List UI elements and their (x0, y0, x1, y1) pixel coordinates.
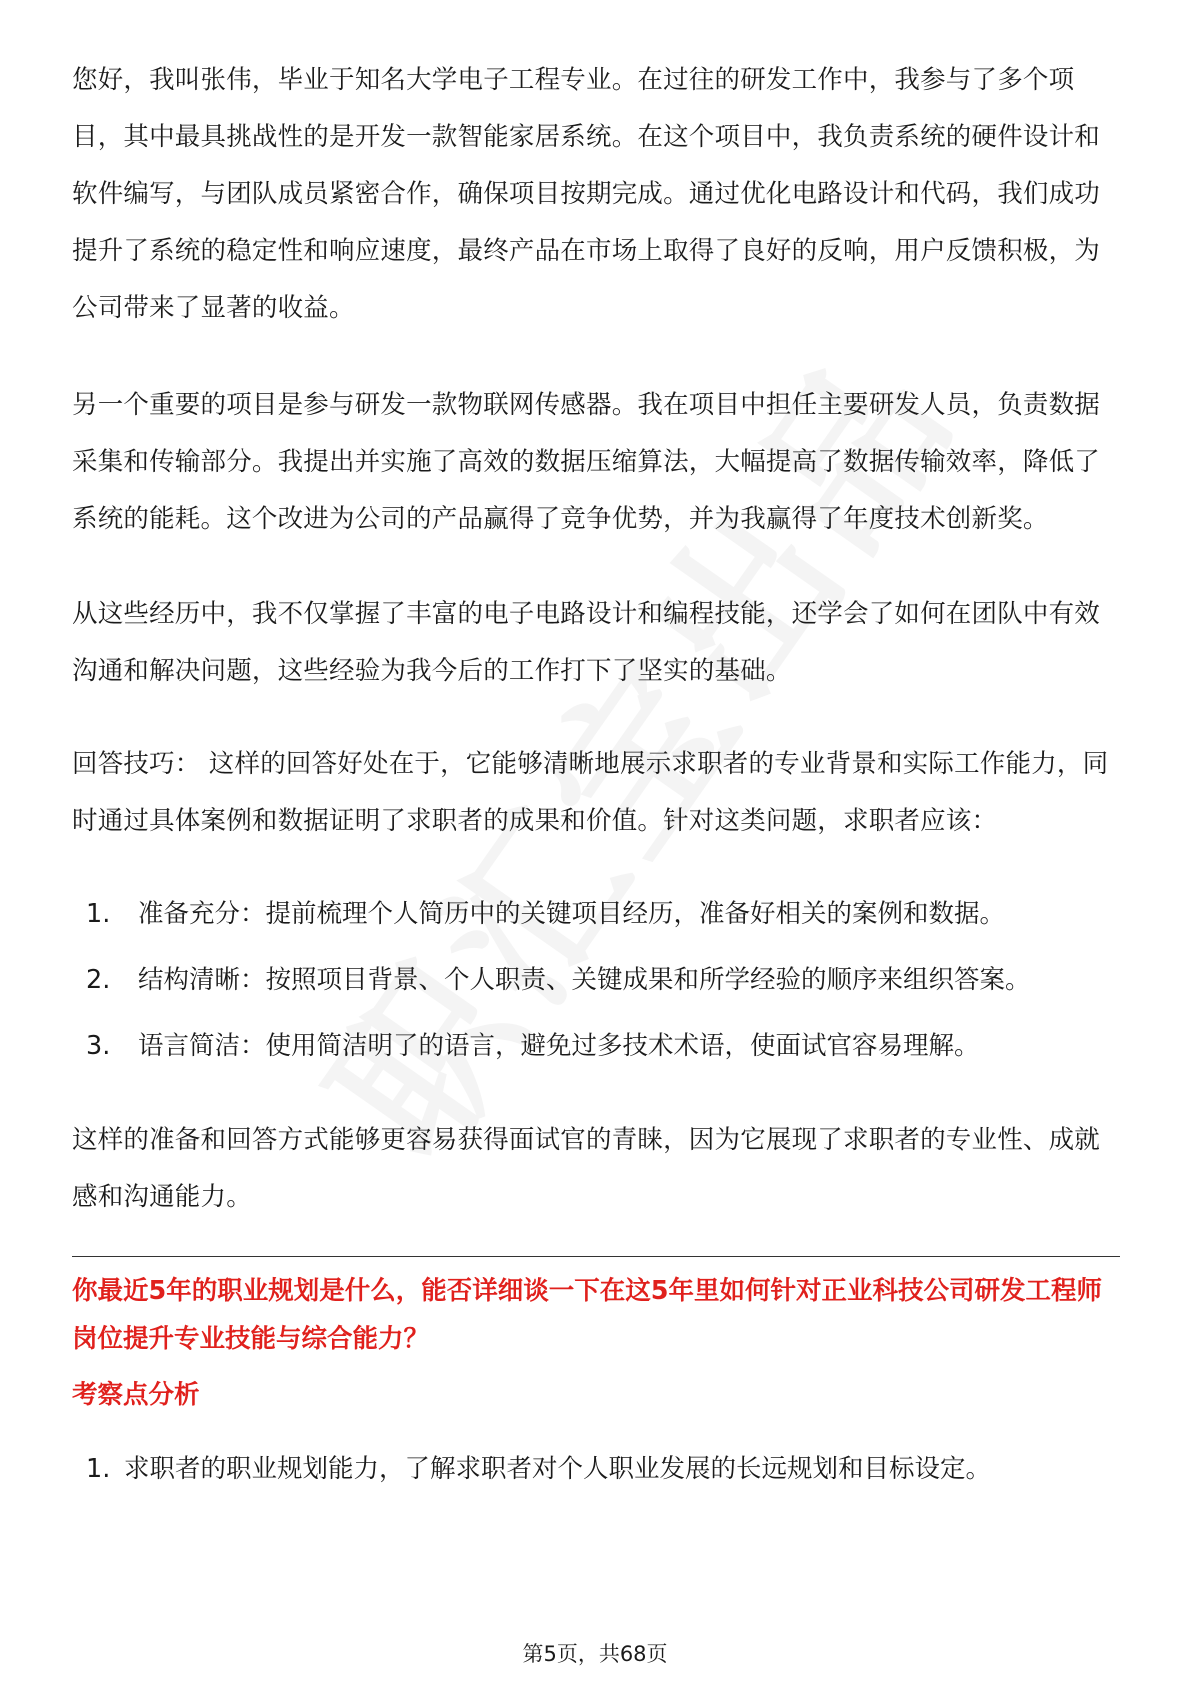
list-number: 1. (86, 899, 111, 929)
list-number: 1. (86, 1454, 111, 1484)
list-item-text: 结构清晰：按照项目背景、个人职责、关键成果和所学经验的顺序来组织答案。 (138, 965, 1031, 995)
closing-paragraph: 这样的准备和回答方式能够更容易获得面试官的青睐，因为它展现了求职者的专业性、成就感和沟通能力。 (72, 1125, 1101, 1212)
list-item (86, 952, 1120, 1009)
page-footer: 第5页，共68页 (522, 1642, 668, 1666)
analysis-heading: 考察点分析 (72, 1380, 200, 1410)
tips-list (72, 886, 1120, 1075)
list-item-text: 语言简洁：使用简洁明了的语言，避免过多技术术语，使面试官容易理解。 (138, 1031, 980, 1061)
analysis-points-list (72, 1449, 1120, 1489)
list-item-text: 求职者的职业规划能力，了解求职者对个人职业发展的长远规划和目标设定。 (124, 1454, 992, 1484)
paragraph-project-iot-sensor: 另一个重要的项目是参与研发一款物联网传感器。我在项目中担任主要研发人员，负责数据采集和传输部分。我提出并实施了高效的数据压缩算法，大幅提高了数据传输效率，降低了系统的能耗。这个改进为公司的产品赢得了竞争优势，并为我赢得了年度技术创新奖。 (72, 390, 1101, 534)
interview-question: 你最近5年的职业规划是什么，能否详细谈一下在这5年里如何针对正业科技公司研发工程师岗位提升专业技能与综合能力？ (72, 1276, 1102, 1354)
paragraph-project-smart-home: 您好，我叫张伟，毕业于知名大学电子工程专业。在过往的研发工作中，我参与了多个项目，其中最具挑战性的是开发一款智能家居系统。在这个项目中，我负责系统的硬件设计和软件编写，与团队成员紧密合作，确保项目按期完成。通过优化电路设计和代码，我们成功提升了系统的稳定性和响应速度，最终产品在市场上取得了良好的反响，用户反馈积极，为公司带来了显著的收益。 (72, 65, 1101, 323)
document-page (72, 52, 1120, 1489)
section-divider (72, 1256, 1120, 1257)
paragraph-answer-tips: 回答技巧： 这样的回答好处在于，它能够清晰地展示求职者的专业背景和实际工作能力，同时通过具体案例和数据证明了求职者的成果和价值。针对这类问题，求职者应该： (72, 749, 1109, 836)
list-item (86, 1449, 1120, 1489)
list-item (86, 1018, 1120, 1075)
list-item (86, 886, 1120, 943)
list-number: 3. (86, 1031, 111, 1061)
list-item-text: 准备充分：提前梳理个人简历中的关键项目经历，准备好相关的案例和数据。 (138, 899, 1006, 929)
list-number: 2. (86, 965, 111, 995)
paragraph-experience-summary: 从这些经历中，我不仅掌握了丰富的电子电路设计和编程技能，还学会了如何在团队中有效沟通和解决问题，这些经验为我今后的工作打下了坚实的基础。 (72, 599, 1101, 686)
